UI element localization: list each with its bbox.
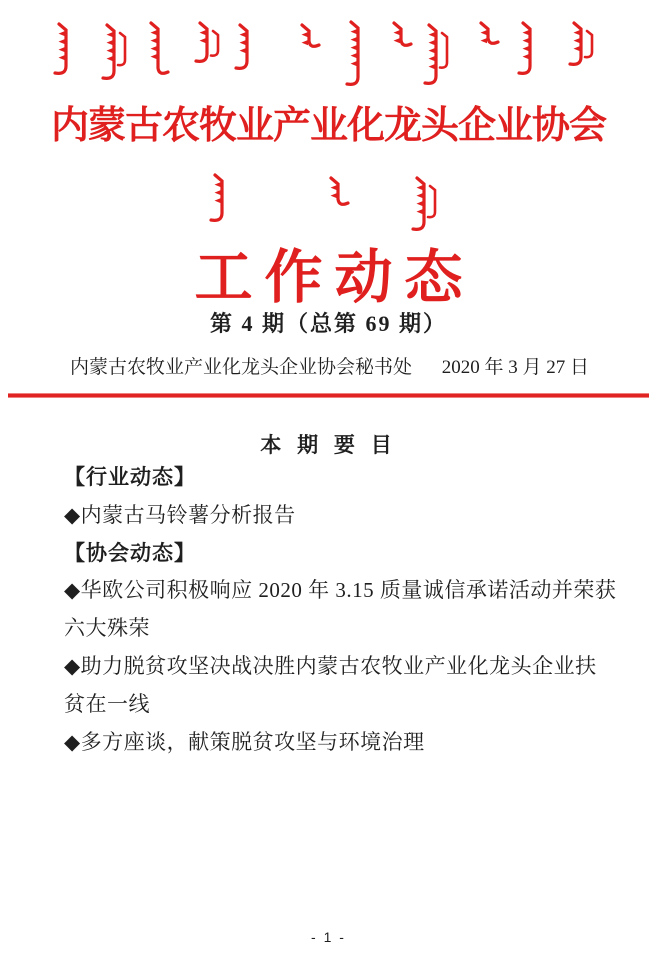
toc-line: ◆华欧公司积极响应 2020 年 3.15 质量诚信承诺活动并荣获 xyxy=(64,578,617,603)
toc-line: ◆助力脱贫攻坚决战决胜内蒙古农牧业产业化龙头企业扶 xyxy=(64,653,597,678)
publisher-row xyxy=(70,352,589,379)
toc-item xyxy=(64,648,617,724)
association-title: 内蒙古农牧业产业化龙头企业协会 xyxy=(50,105,606,147)
toc-line: ◆多方座谈，献策脱贫攻坚与环境治理 xyxy=(64,729,425,754)
publisher-name: 内蒙古农牧业产业化龙头企业协会秘书处 xyxy=(70,357,413,378)
issue-number-line: 第 4 期（总第 69 期） xyxy=(209,311,447,336)
toc-line: 贫在一线 xyxy=(64,691,150,716)
publish-date: 2020 年 3 月 27 日 xyxy=(441,357,589,378)
toc-section-heading xyxy=(64,535,617,573)
toc-heading: 本 期 要 目 xyxy=(260,434,397,457)
toc-line: ◆内蒙古马铃薯分析报告 xyxy=(64,502,296,527)
toc-item xyxy=(64,572,617,648)
toc-list xyxy=(64,459,617,761)
bulletin-title: 工作动态 xyxy=(194,245,475,310)
toc-line: 【行业动态】 xyxy=(64,466,196,489)
toc-section-heading xyxy=(64,459,617,497)
mongolian-script-top-banner xyxy=(0,0,657,100)
red-divider-rule xyxy=(8,393,649,398)
toc-line: 【协会动态】 xyxy=(64,541,196,565)
toc-line: 六大殊荣 xyxy=(64,616,150,641)
page-number: - 1 - xyxy=(311,929,346,945)
toc-item xyxy=(64,724,617,762)
toc-item xyxy=(64,497,617,535)
